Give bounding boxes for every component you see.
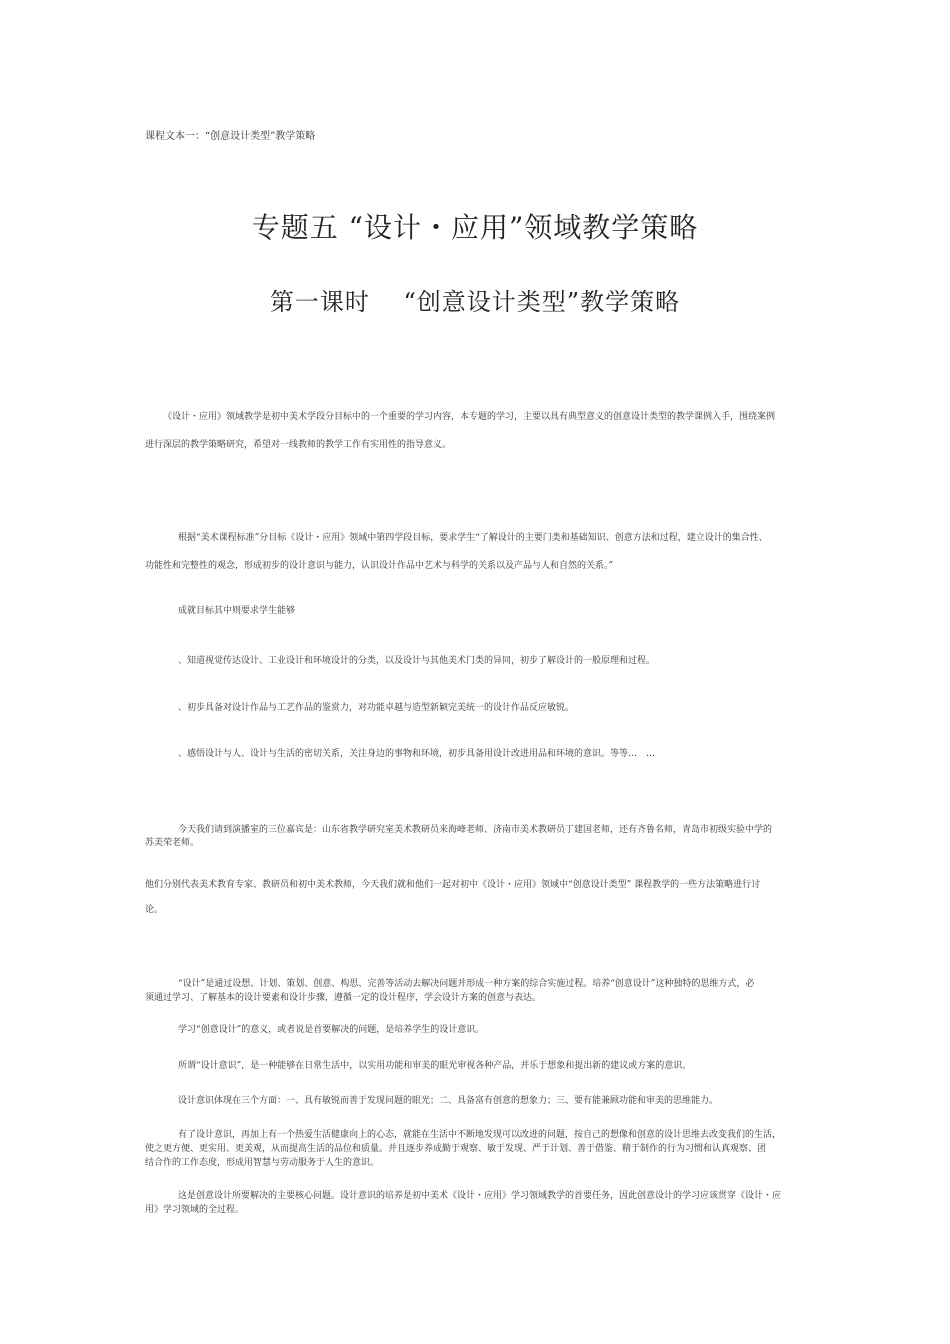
paragraph-core-line-2: 用》学习领域的全过程。 bbox=[145, 1205, 245, 1215]
paragraph-meaning: 学习“创意设计”的意义，或者说是首要解决的问题，是培养学生的设计意识。 bbox=[178, 1025, 485, 1035]
paragraph-benefits-line-3: 结合作的工作态度，形成用智慧与劳动服务于人生的意识。 bbox=[145, 1158, 380, 1168]
paragraph-standard-line-2: 功能性和完整性的观念，形成初步的设计意识与能力，认识设计作品中艺术与科学的关系以及产品与人和自然的关系。” bbox=[145, 561, 614, 571]
paragraph-design-definition-line-1: “设计”是通过设想、计划、策划、创意、构思、完善等活动去解决问题并形成一种方案的综合实施过程。培养“创意设计”这种独特的思维方式，必 bbox=[178, 979, 755, 989]
paragraph-guests-line-1: 今天我们请到演播室的三位嘉宾是：山东省教学研究室美术教研员来海峰老师、济南市美术教研员丁建国老师，还有齐鲁名师，青岛市初级实验中学的 bbox=[178, 825, 773, 835]
list-item-goal-3: 、感悟设计与人、设计与生活的密切关系，关注身边的事物和环境，初步具备用设计改进用品和环境的意识。等等… … bbox=[178, 749, 656, 759]
page-title: 专题五 “设计・应用”领域教学策略 bbox=[251, 211, 699, 244]
paragraph-core-line-1: 这是创意设计所要解决的主要核心问题。设计意识的培养是初中美术《设计・应用》学习领域教学的首要任务，因此创意设计的学习应该贯穿《设计・应 bbox=[178, 1191, 782, 1201]
list-item-goal-2: 、初步具备对设计作品与工艺作品的鉴赏力，对功能卓越与造型新颖完美统一的设计作品反应敏锐。 bbox=[178, 703, 575, 713]
paragraph-goal-lead: 成就目标其中则要求学生能够 bbox=[178, 606, 296, 616]
paragraph-benefits-line-2: 使之更方便、更实用、更美观，从而提高生活的品位和质量。并且逐步养成勤于观察、敏于发现、严于计划、善于借鉴、精于制作的行为习惯和认真观察、团 bbox=[145, 1144, 767, 1154]
paragraph-design-definition-line-2: 须通过学习、了解基本的设计要素和设计步骤，遵循一定的设计程序，学会设计方案的创意与表达。 bbox=[145, 993, 542, 1003]
page-subtitle: 第一课时 “创意设计类型”教学策略 bbox=[269, 288, 681, 316]
paragraph-intro-line-2: 进行深层的教学策略研究，希望对一线教师的教学工作有实用性的指导意义。 bbox=[145, 440, 452, 450]
paragraph-awareness-definition: 所谓“设计意识”，是一种能够在日常生活中，以实用功能和审美的眼光审视各种产品，并乐于想象和提出新的建议或方案的意识。 bbox=[178, 1061, 692, 1071]
paragraph-benefits-line-1: 有了设计意识，再加上有一个热爱生活健康向上的心态，就能在生活中不断地发现可以改进的问题，按自己的想像和创意的设计思维去改变我们的生活， bbox=[178, 1130, 782, 1140]
paragraph-discussion-line-2: 论。 bbox=[145, 905, 164, 915]
paragraph-intro-line-1: 《设计・应用》领域教学是初中美术学段分目标中的一个重要的学习内容，本专题的学习，主要以具有典型意义的创意设计类型的教学课例入手，围绕案例 bbox=[163, 412, 776, 422]
paragraph-guests-line-2: 苏美荣老师。 bbox=[145, 838, 200, 848]
list-item-goal-1: 、知道视觉传达设计、工业设计和环境设计的分类，以及设计与其他美术门类的异同，初步了解设计的一般原理和过程。 bbox=[178, 656, 656, 666]
paragraph-three-aspects: 设计意识体现在三个方面：一、具有敏锐而善于发现问题的眼光；二、具备富有创意的想象力；三、要有能兼顾功能和审美的思维能力。 bbox=[178, 1096, 719, 1106]
header-note: 课程文本一：“创意设计类型”教学策略 bbox=[145, 131, 316, 142]
paragraph-standard-line-1: 根据“美术课程标准”分目标《设计・应用》领域中第四学段目标，要求学生“了解设计的主要门类和基础知识、创意方法和过程，建立设计的集合性、 bbox=[178, 533, 768, 543]
paragraph-discussion-line-1: 他们分别代表美术教育专家、教研员和初中美术教师，今天我们就和他们一起对初中《设计・应用》领域中“创意设计类型” 课程教学的一些方法策略进行讨 bbox=[145, 880, 761, 890]
